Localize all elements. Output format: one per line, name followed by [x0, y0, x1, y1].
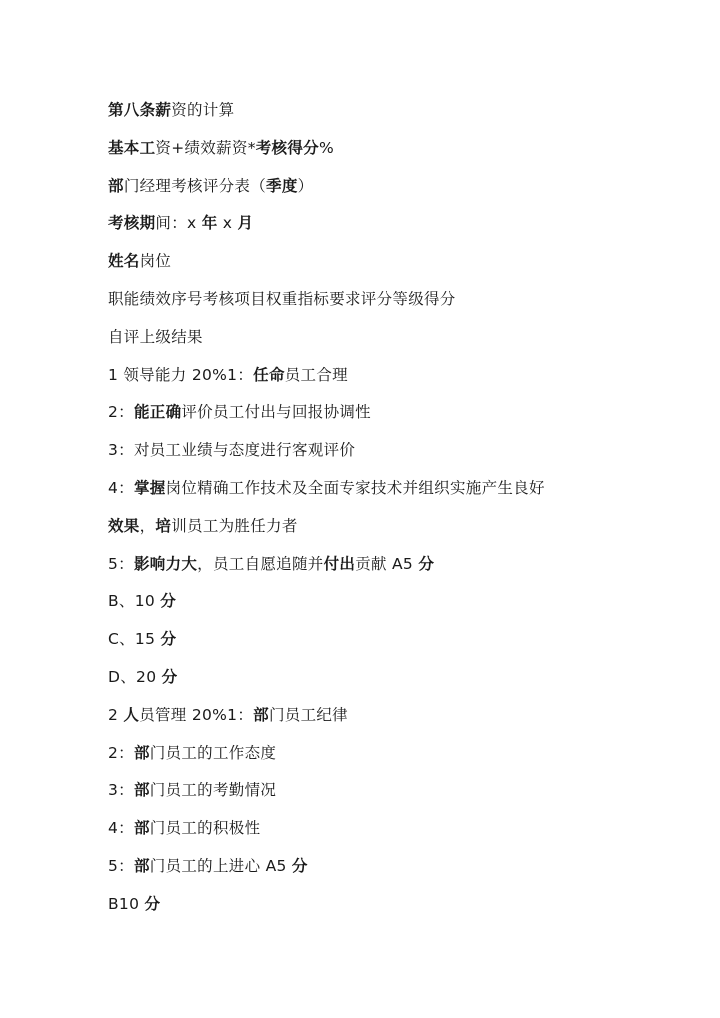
- text-run: ）: [297, 176, 314, 195]
- text-run: ，: [139, 516, 156, 535]
- bold-text-run: 分: [418, 554, 435, 573]
- text-run: 2：: [108, 743, 134, 762]
- bold-text-run: 影响力大: [133, 554, 198, 573]
- text-run: 资的计算: [171, 101, 235, 119]
- text-line: [108, 168, 648, 206]
- text-line: [108, 432, 648, 470]
- bold-text-run: 姓名: [108, 252, 140, 271]
- text-line: [108, 281, 648, 319]
- text-line: [108, 394, 648, 432]
- bold-text-run: 部: [108, 176, 124, 195]
- text-run: B10: [108, 894, 145, 913]
- text-run: 贡献 A5: [355, 554, 419, 573]
- bold-text-run: 分: [161, 667, 178, 686]
- bold-text-run: 效果: [108, 516, 140, 535]
- text-run: 门员工的考勤情况: [149, 781, 277, 800]
- text-run: 2：: [108, 403, 134, 422]
- text-line: [108, 772, 648, 810]
- text-run: 3：: [108, 781, 134, 800]
- text-line: [108, 508, 648, 546]
- text-line: [108, 810, 648, 848]
- text-line: [108, 546, 648, 584]
- text-line: [108, 659, 648, 697]
- document-body: [108, 92, 648, 924]
- text-run: 5：: [108, 554, 134, 573]
- bold-text-run: 任命: [253, 365, 285, 384]
- bold-text-run: 掌握: [133, 478, 166, 497]
- bold-text-run: 能正确: [133, 403, 182, 422]
- text-run: 间：x: [155, 214, 202, 233]
- bold-text-run: 月: [237, 214, 254, 233]
- bold-text-run: 分: [144, 894, 161, 913]
- text-line: [108, 886, 648, 924]
- bold-text-run: 人: [123, 705, 140, 724]
- text-run: B、10: [108, 592, 161, 611]
- text-run: 门员工的积极性: [149, 819, 261, 838]
- text-run: 2: [108, 705, 124, 724]
- bold-text-run: 基本工: [108, 138, 156, 157]
- text-line: [108, 735, 648, 773]
- text-run: 职能绩效序号考核项目权重指标要求评分等级得分: [108, 289, 456, 308]
- text-run: 资+绩效薪资*: [155, 138, 256, 157]
- bold-text-run: 季度: [266, 176, 298, 195]
- bold-text-run: 部: [253, 705, 269, 724]
- text-run: 3：对员工业绩与态度进行客观评价: [108, 441, 356, 460]
- text-line: [108, 583, 648, 621]
- text-run: x: [217, 214, 238, 233]
- text-run: %: [318, 138, 334, 157]
- text-line: [108, 357, 648, 395]
- text-run: 门员工纪律: [268, 705, 348, 724]
- text-run: 门经理考核评分表（: [123, 176, 267, 195]
- text-line: [108, 130, 648, 168]
- text-run: ，员工自愿追随并: [197, 554, 324, 573]
- bold-text-run: 分: [160, 630, 177, 649]
- text-line: [108, 243, 648, 281]
- bold-text-run: 部: [133, 856, 150, 875]
- text-run: 训员工为胜任力者: [171, 516, 298, 535]
- text-run: 自评上级结果: [108, 327, 203, 346]
- text-run: 门员工的工作态度: [149, 743, 277, 762]
- text-run: 员工合理: [284, 365, 348, 384]
- text-run: D、20: [108, 667, 162, 686]
- bold-text-run: 部: [133, 781, 150, 800]
- text-run: 4：: [108, 819, 134, 838]
- text-line: [108, 848, 648, 886]
- text-run: 岗位: [139, 252, 172, 271]
- text-run: 门员工的上进心 A5: [149, 856, 292, 875]
- text-line: [108, 319, 648, 357]
- bold-text-run: 部: [133, 819, 150, 838]
- text-run: 5：: [108, 856, 134, 875]
- bold-text-run: 第八条薪: [108, 101, 172, 119]
- text-line: [108, 205, 648, 243]
- bold-text-run: 考核期: [108, 214, 156, 233]
- text-run: 评价员工付出与回报协调性: [181, 403, 371, 422]
- text-line: [108, 621, 648, 659]
- text-line: [108, 92, 648, 130]
- text-line: [108, 697, 648, 735]
- bold-text-run: 部: [133, 743, 150, 762]
- bold-text-run: 分: [160, 592, 177, 611]
- bold-text-run: 分: [291, 856, 308, 875]
- text-run: 4：: [108, 478, 134, 497]
- text-run: 员管理 20%1：: [139, 705, 254, 724]
- bold-text-run: 年: [201, 214, 218, 233]
- text-run: 1 领导能力 20%1：: [108, 365, 254, 384]
- text-line: [108, 470, 648, 508]
- bold-text-run: 考核得分: [255, 138, 319, 157]
- bold-text-run: 付出: [323, 554, 356, 573]
- text-run: 岗位精确工作技术及全面专家技术并组织实施产生良好: [165, 478, 545, 497]
- bold-text-run: 培: [155, 516, 172, 535]
- text-run: C、15: [108, 630, 161, 649]
